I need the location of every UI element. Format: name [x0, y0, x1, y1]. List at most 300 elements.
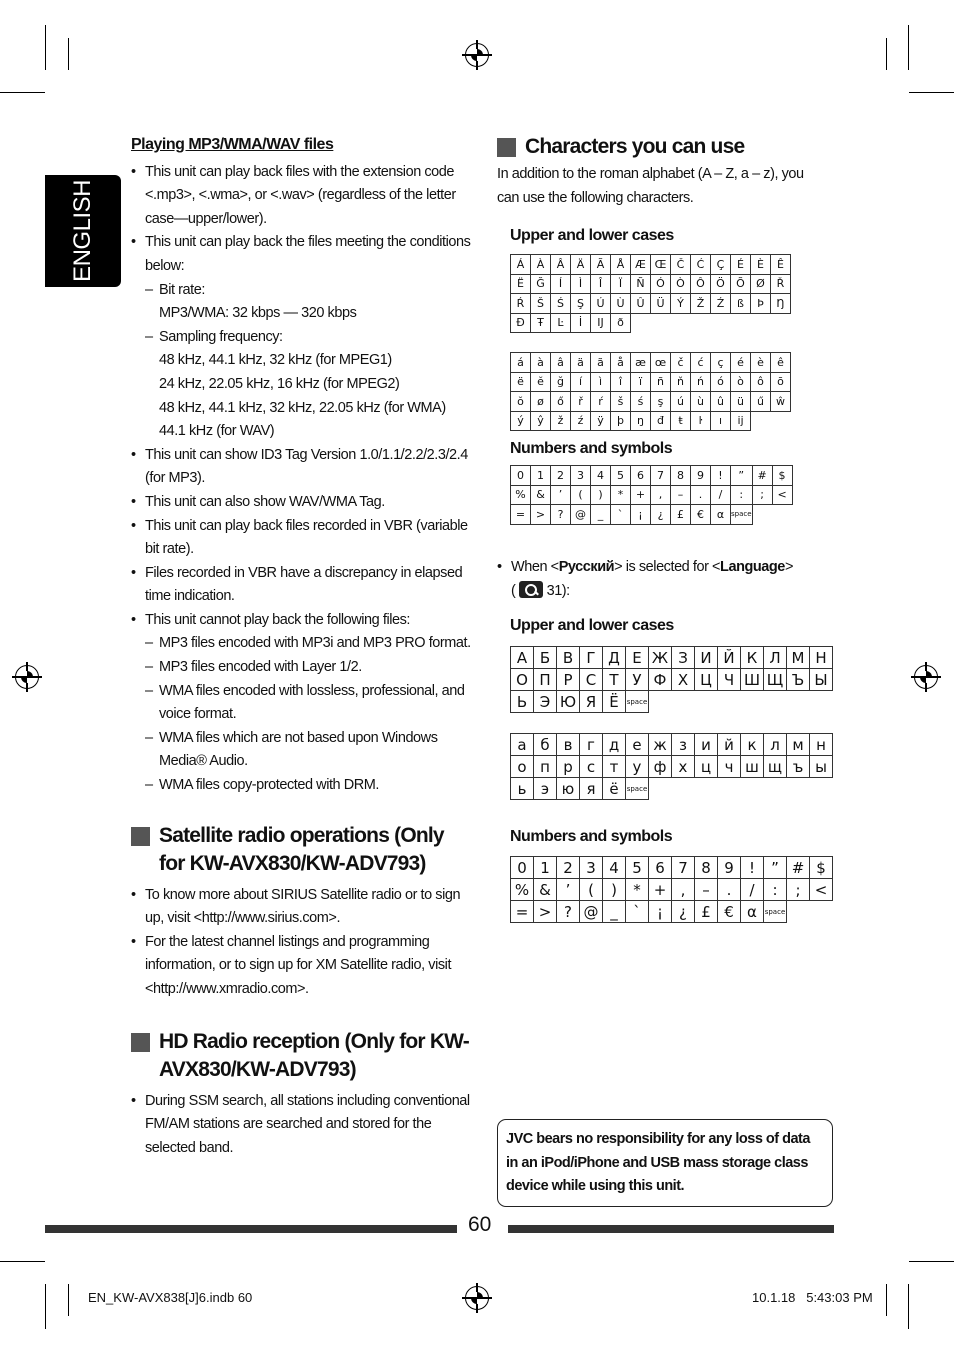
character-cell: з: [672, 734, 695, 756]
notice-box: JVC bears no responsibility for any loss of data in an iPod/iPhone and USB mass storage class device while using this unit.: [497, 1119, 833, 1207]
table-row: [511, 734, 833, 756]
ru-numbers-label: Numbers and symbols: [510, 828, 673, 845]
character-cell: Ю: [557, 691, 580, 713]
character-cell: ä: [571, 353, 591, 373]
character-cell: =: [511, 505, 531, 525]
table-row: [511, 274, 791, 294]
character-cell: Í: [551, 274, 571, 294]
character-cell: –: [671, 485, 691, 505]
satellite-heading-text: Satellite radio operations (Only for KW-AVX830/KW-ADV793): [159, 823, 444, 875]
character-cell: Ŀ: [551, 313, 571, 333]
character-cell: Ä: [571, 255, 591, 275]
page-number: 60: [468, 1213, 492, 1236]
table-row: [511, 353, 791, 373]
crop-mark: [909, 1261, 954, 1262]
character-cell: т: [603, 756, 626, 778]
symbols-table: [510, 465, 793, 525]
character-cell: Я: [580, 691, 603, 713]
character-cell: Д: [603, 647, 626, 669]
list-item: – Sampling frequency:: [131, 326, 471, 350]
character-cell: &: [531, 485, 551, 505]
character-cell: $: [772, 466, 792, 486]
satellite-list: [131, 884, 471, 1002]
character-cell: М: [787, 647, 810, 669]
character-cell: Ì: [571, 274, 591, 294]
character-cell: ц: [695, 756, 718, 778]
character-cell: ы: [810, 756, 833, 778]
character-cell: :: [731, 485, 753, 505]
character-cell: Й: [718, 647, 741, 669]
table-row: [511, 778, 833, 800]
crop-mark: [908, 1284, 909, 1329]
character-cell: ý: [511, 411, 531, 431]
character-cell: +: [649, 879, 672, 901]
list-item: – Bit rate:: [131, 279, 471, 303]
character-cell: è: [751, 353, 771, 373]
character-cell: ,: [651, 485, 671, 505]
numbers-label: Numbers and symbols: [510, 440, 673, 457]
character-cell: ó: [711, 372, 731, 392]
crop-mark: [0, 92, 45, 93]
character-cell: З: [672, 647, 695, 669]
character-cell: ф: [649, 756, 672, 778]
character-cell: ć: [691, 353, 711, 373]
table-row: [511, 392, 791, 412]
list-item: • To know more about SIRIUS Satellite radio or to sign up, visit <http://www.sirius.com>.: [131, 884, 471, 931]
character-cell: â: [551, 353, 571, 373]
character-cell: ë: [511, 372, 531, 392]
character-cell: Ć: [691, 255, 711, 275]
character-cell: Э: [534, 691, 557, 713]
character-cell: э: [534, 778, 557, 800]
character-cell: Ê: [771, 255, 791, 275]
character-cell: %: [511, 485, 531, 505]
character-cell: ô: [751, 372, 771, 392]
table-row: [511, 411, 791, 431]
character-cell: <: [772, 485, 792, 505]
ru-upper-lower-label: Upper and lower cases: [510, 617, 674, 634]
character-cell: к: [741, 734, 764, 756]
character-cell: х: [672, 756, 695, 778]
character-cell: È: [751, 255, 771, 275]
character-cell: &: [534, 879, 557, 901]
list-item: • Files recorded in VBR have a discrepancy in elapsed time indication.: [131, 562, 471, 609]
character-cell: О: [511, 669, 534, 691]
list-item: • This unit cannot play back the following files:: [131, 609, 471, 633]
character-cell: ?: [551, 505, 571, 525]
character-cell: ŕ: [591, 392, 611, 412]
character-cell: 4: [591, 466, 611, 486]
heading-square-icon: [131, 827, 150, 846]
character-cell: ): [603, 879, 626, 901]
table-row: [511, 466, 793, 486]
character-cell: ı: [711, 411, 731, 431]
crop-mark: [908, 25, 909, 70]
character-cell: :: [764, 879, 787, 901]
registration-mark-icon: [465, 43, 489, 67]
character-cell: Ф: [649, 669, 672, 691]
character-cell: ŏ: [511, 392, 531, 412]
russian-lower-table: [510, 733, 833, 800]
crop-mark: [45, 1284, 46, 1329]
character-cell: 1: [534, 857, 557, 879]
character-cell: ”: [764, 857, 787, 879]
upper-lower-label: Upper and lower cases: [510, 227, 674, 244]
characters-heading-text: Characters you can use: [525, 135, 745, 158]
character-cell: !: [711, 466, 731, 486]
character-cell: Ъ: [787, 669, 810, 691]
character-cell: ь: [511, 778, 534, 800]
character-cell: Ã: [591, 255, 611, 275]
character-cell: Ŧ: [531, 313, 551, 333]
character-cell: Š: [531, 294, 551, 314]
character-cell: ř: [571, 392, 591, 412]
character-cell: Р: [557, 669, 580, 691]
character-cell: ŵ: [771, 392, 791, 412]
character-cell: ï: [631, 372, 651, 392]
character-cell: <: [810, 879, 833, 901]
crop-mark: [909, 92, 954, 93]
crop-mark: [0, 1261, 45, 1262]
character-cell: Æ: [631, 255, 651, 275]
character-cell: Щ: [764, 669, 787, 691]
character-cell: 5: [626, 857, 649, 879]
list-item: • During SSM search, all stations including conventional FM/AM stations are searched and stored for the selected band.: [131, 1090, 471, 1161]
character-cell: @: [580, 901, 603, 923]
character-cell: л: [764, 734, 787, 756]
character-cell: (: [571, 485, 591, 505]
character-cell: Ö: [711, 274, 731, 294]
character-cell: ì: [591, 372, 611, 392]
character-cell: 8: [695, 857, 718, 879]
heading-square-icon: [497, 138, 516, 157]
character-cell: Č: [671, 255, 691, 275]
character-cell: б: [534, 734, 557, 756]
character-cell: þ: [611, 411, 631, 431]
character-cell: î: [611, 372, 631, 392]
character-cell: `: [626, 901, 649, 923]
character-cell: ?: [557, 901, 580, 923]
character-cell: ’: [557, 879, 580, 901]
character-cell: ň: [671, 372, 691, 392]
character-cell: Î: [591, 274, 611, 294]
character-cell: 2: [551, 466, 571, 486]
character-cell: о: [511, 756, 534, 778]
character-cell: Ř: [771, 274, 791, 294]
character-cell: ж: [649, 734, 672, 756]
character-cell: ю: [557, 778, 580, 800]
character-cell: Ü: [651, 294, 671, 314]
crop-mark: [68, 1284, 69, 1316]
table-row: [511, 901, 833, 923]
character-cell: ð: [611, 313, 631, 333]
table-row: [511, 647, 833, 669]
character-cell: ĳ: [731, 411, 751, 431]
list-item: – WMA files copy-protected with DRM.: [131, 774, 471, 798]
character-cell: č: [671, 353, 691, 373]
character-cell: @: [571, 505, 591, 525]
character-cell: 0: [511, 466, 531, 486]
character-cell: ¡: [631, 505, 651, 525]
character-cell: á: [511, 353, 531, 373]
character-cell: _: [603, 901, 626, 923]
character-cell: ş: [651, 392, 671, 412]
language-tab: [45, 175, 121, 287]
character-cell: ÿ: [591, 411, 611, 431]
character-cell: Ş: [571, 294, 591, 314]
table-row: [511, 691, 833, 713]
character-cell: Н: [810, 647, 833, 669]
note-text: > is selected for <: [614, 559, 721, 575]
character-cell: Ś: [551, 294, 571, 314]
character-cell: Ё: [603, 691, 626, 713]
character-cell: ,: [672, 879, 695, 901]
character-cell: =: [511, 901, 534, 923]
character-cell: ú: [671, 392, 691, 412]
character-cell: Ø: [751, 274, 771, 294]
crop-mark: [45, 25, 46, 70]
table-row: [511, 879, 833, 901]
character-cell: ;: [787, 879, 810, 901]
character-cell: α: [741, 901, 764, 923]
character-cell: ń: [691, 372, 711, 392]
character-cell: У: [626, 669, 649, 691]
table-row: [511, 485, 793, 505]
character-cell: ): [591, 485, 611, 505]
character-cell: ш: [741, 756, 764, 778]
character-cell: г: [580, 734, 603, 756]
footer-bar-right: [508, 1225, 834, 1233]
table-row: [511, 313, 791, 333]
character-cell: Ë: [511, 274, 531, 294]
character-cell: #: [787, 857, 810, 879]
list-item: – MP3 files encoded with Layer 1/2.: [131, 656, 471, 680]
satellite-heading: [131, 822, 471, 878]
registration-mark-icon: [15, 665, 39, 689]
character-cell: 9: [718, 857, 741, 879]
character-cell: %: [511, 879, 534, 901]
mp3-heading: Playing MP3/WMA/WAV files: [131, 136, 334, 153]
character-cell: ò: [731, 372, 751, 392]
character-cell: *: [611, 485, 631, 505]
character-cell: Ñ: [631, 274, 651, 294]
character-cell: ű: [751, 392, 771, 412]
character-cell: 9: [691, 466, 711, 486]
russian-symbols-table: [510, 856, 833, 923]
character-cell: ŷ: [531, 411, 551, 431]
character-cell: Ý: [671, 294, 691, 314]
character-cell: н: [810, 734, 833, 756]
footer-timestamp: 10.1.18 5:43:03 PM: [752, 1290, 873, 1305]
heading-square-icon: [131, 1033, 150, 1052]
character-cell: *: [626, 879, 649, 901]
character-cell: Ц: [695, 669, 718, 691]
crop-mark: [886, 38, 887, 70]
character-cell: í: [571, 372, 591, 392]
character-cell: п: [534, 756, 557, 778]
character-cell: 3: [580, 857, 603, 879]
list-item: – WMA files encoded with lossless, professional, and voice format.: [131, 680, 471, 727]
character-cell: Ŋ: [771, 294, 791, 314]
character-cell: space: [626, 691, 649, 713]
character-cell: É: [731, 255, 751, 275]
character-cell: й: [718, 734, 741, 756]
character-cell: space: [731, 505, 753, 525]
character-cell: ;: [752, 485, 772, 505]
character-cell: ’: [551, 485, 571, 505]
character-cell: ”: [731, 466, 753, 486]
character-cell: Ч: [718, 669, 741, 691]
character-cell: р: [557, 756, 580, 778]
character-cell: 7: [651, 466, 671, 486]
character-cell: Û: [631, 294, 651, 314]
character-cell: 6: [649, 857, 672, 879]
character-cell: В: [557, 647, 580, 669]
hd-radio-heading: [131, 1028, 471, 1084]
lower-case-table: [510, 352, 791, 431]
character-cell: П: [534, 669, 557, 691]
list-item: • This unit can play back the files meeting the conditions below:: [131, 231, 471, 278]
list-item: • This unit can play back files with the extension code <.mp3>, <.wma>, or <.wav> (regardless of the letter case—upper/lower).: [131, 161, 471, 232]
list-item: 48 kHz, 44.1 kHz, 32 kHz, 22.05 kHz (for WMA): [159, 399, 446, 416]
character-cell: щ: [764, 756, 787, 778]
character-cell: ź: [571, 411, 591, 431]
character-cell: е: [626, 734, 649, 756]
character-cell: в: [557, 734, 580, 756]
character-cell: š: [611, 392, 631, 412]
character-cell: А: [511, 647, 534, 669]
character-cell: 6: [631, 466, 651, 486]
character-cell: ё: [603, 778, 626, 800]
character-cell: Đ: [511, 313, 531, 333]
character-cell: ¡: [649, 901, 672, 923]
character-cell: Ò: [671, 274, 691, 294]
table-row: [511, 255, 791, 275]
character-cell: К: [741, 647, 764, 669]
character-cell: ü: [731, 392, 751, 412]
character-cell: 8: [671, 466, 691, 486]
character-cell: #: [752, 466, 772, 486]
language-tab-label: ENGLISH: [69, 180, 96, 282]
character-cell: Õ: [731, 274, 751, 294]
character-cell: /: [711, 485, 731, 505]
character-cell: Â: [551, 255, 571, 275]
character-cell: и: [695, 734, 718, 756]
character-cell: Е: [626, 647, 649, 669]
character-cell: `: [611, 505, 631, 525]
list-item: MP3/WMA: 32 kbps — 320 kbps: [159, 305, 357, 322]
character-cell: .: [718, 879, 741, 901]
character-cell: İ: [571, 313, 591, 333]
character-cell: у: [626, 756, 649, 778]
character-cell: Б: [534, 647, 557, 669]
character-cell: /: [741, 879, 764, 901]
character-cell: Ź: [711, 294, 731, 314]
list-item: • This unit can play back files recorded in VBR (variable bit rate).: [131, 515, 471, 562]
mp3-list: [131, 161, 471, 798]
character-cell: (: [580, 879, 603, 901]
character-cell: đ: [651, 411, 671, 431]
character-cell: œ: [651, 353, 671, 373]
list-item: • This unit can also show WAV/WMA Tag.: [131, 491, 471, 515]
character-cell: .: [691, 485, 711, 505]
character-cell: Л: [764, 647, 787, 669]
character-cell: Þ: [751, 294, 771, 314]
character-cell: Ù: [611, 294, 631, 314]
note-language: Русский: [558, 559, 615, 575]
character-cell: –: [695, 879, 718, 901]
characters-heading: [497, 133, 827, 161]
character-cell: ñ: [651, 372, 671, 392]
hd-radio-heading-text: HD Radio reception (Only for KW-AVX830/KW-ADV793): [159, 1029, 469, 1081]
table-row: [511, 505, 793, 525]
character-cell: £: [671, 505, 691, 525]
character-cell: Ú: [591, 294, 611, 314]
list-item: 44.1 kHz (for WAV): [159, 423, 275, 440]
registration-mark-icon: [465, 1286, 489, 1310]
character-cell: ŀ: [691, 411, 711, 431]
character-cell: ś: [631, 392, 651, 412]
footer-bar-left: [45, 1225, 457, 1233]
left-column: [131, 133, 471, 1160]
russian-upper-table: [510, 646, 833, 713]
note-setting: Language: [720, 559, 785, 575]
character-cell: À: [531, 255, 551, 275]
character-cell: д: [603, 734, 626, 756]
list-item: 24 kHz, 22.05 kHz, 16 kHz (for MPEG2): [159, 375, 400, 392]
character-cell: $: [810, 857, 833, 879]
crop-mark: [68, 38, 69, 70]
character-cell: С: [580, 669, 603, 691]
character-cell: ő: [551, 392, 571, 412]
character-cell: à: [531, 353, 551, 373]
character-cell: ğ: [551, 372, 571, 392]
character-cell: Х: [672, 669, 695, 691]
character-cell: Ж: [649, 647, 672, 669]
magnifier-icon: [519, 581, 543, 598]
character-cell: Ш: [741, 669, 764, 691]
character-cell: Ó: [651, 274, 671, 294]
table-row: [511, 669, 833, 691]
character-cell: 3: [571, 466, 591, 486]
character-cell: û: [711, 392, 731, 412]
character-cell: м: [787, 734, 810, 756]
table-row: [511, 857, 833, 879]
character-cell: Ĳ: [591, 313, 611, 333]
character-cell: ŧ: [671, 411, 691, 431]
character-cell: 5: [611, 466, 631, 486]
note-text: (: [511, 582, 516, 599]
character-cell: 1: [531, 466, 551, 486]
character-cell: ¿: [651, 505, 671, 525]
character-cell: Ô: [691, 274, 711, 294]
crop-mark: [886, 1284, 887, 1316]
hd-radio-list: [131, 1090, 471, 1161]
character-cell: ß: [731, 294, 751, 314]
list-item: • This unit can show ID3 Tag Version 1.0/1.1/2.2/2.3/2.4 (for MP3).: [131, 444, 471, 491]
table-row: [511, 294, 791, 314]
character-cell: ĕ: [531, 372, 551, 392]
character-cell: 4: [603, 857, 626, 879]
list-item: • For the latest channel listings and programming information, or to sign up for XM Satellite radio, visit <http://www.xmradio.com>.: [131, 931, 471, 1002]
character-cell: Ь: [511, 691, 534, 713]
note-page-ref: 31):: [546, 582, 570, 599]
character-cell: space: [626, 778, 649, 800]
character-cell: _: [591, 505, 611, 525]
character-cell: >: [534, 901, 557, 923]
character-cell: ù: [691, 392, 711, 412]
character-cell: +: [631, 485, 651, 505]
